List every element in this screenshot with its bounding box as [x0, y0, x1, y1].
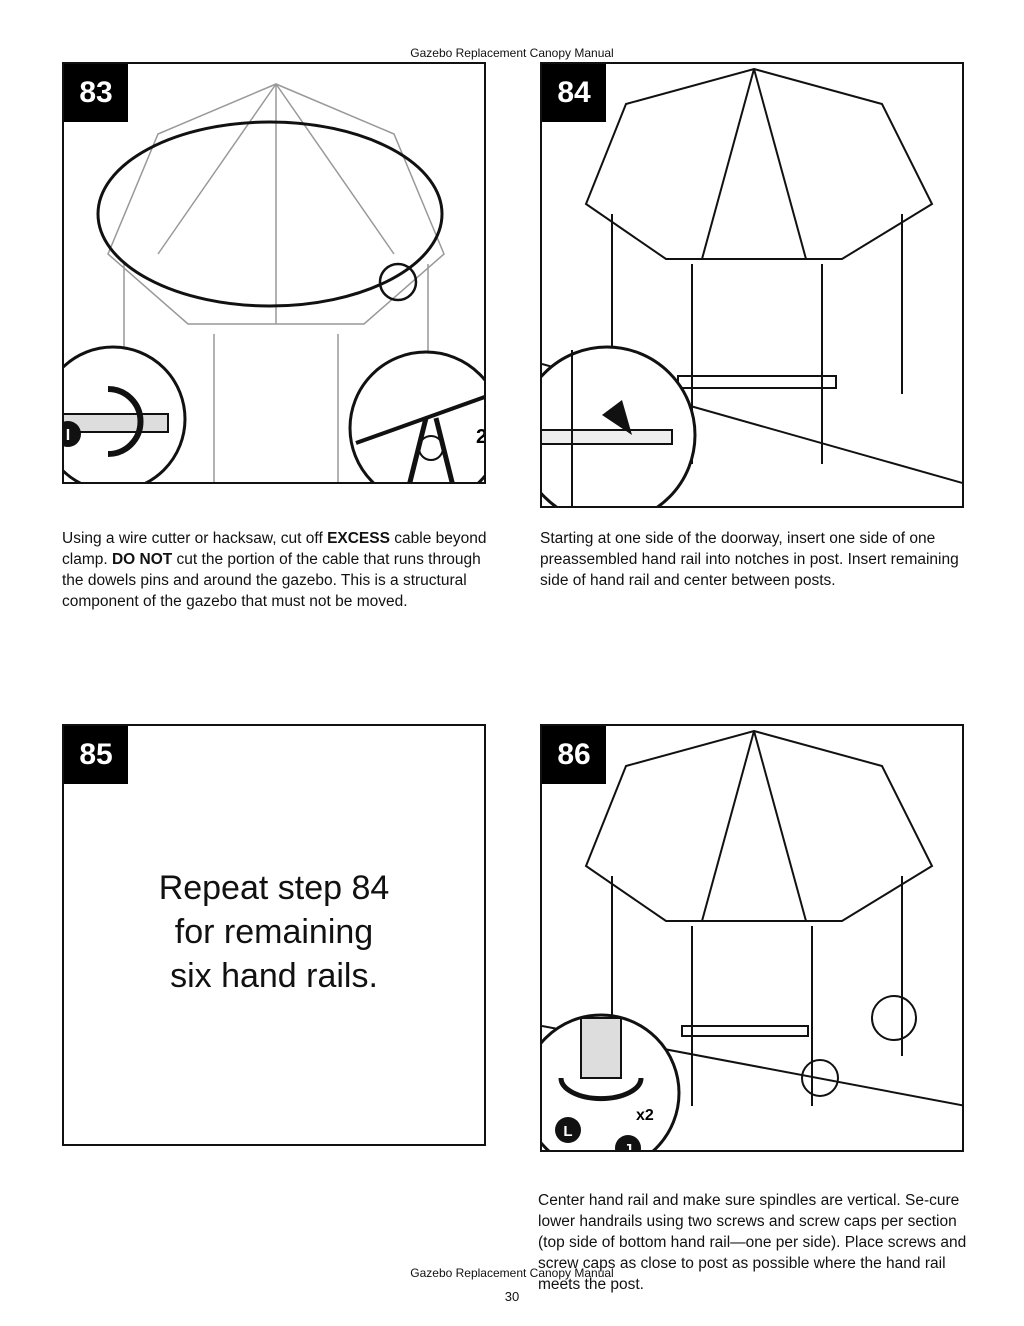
step-number-83: 83: [64, 64, 128, 122]
step-number-85: 85: [64, 726, 128, 784]
step-86-panel: [540, 724, 964, 1158]
step-85-panel: [62, 724, 486, 1146]
step-83-panel: [62, 62, 486, 484]
callout-j: J: [623, 1141, 633, 1158]
step-86-text: Center hand rail and make sure spindles are vertical. Se-cure lower handrails using two screws and screw caps per section (top side of bottom hand rail—one per side). Place screws and screw caps as close to post as possible where the hand rail meets the post.: [538, 1192, 967, 1293]
step-84-panel: [540, 62, 964, 508]
page-footer-title: Gazebo Replacement Canopy Manual: [410, 1266, 614, 1280]
repeat-instruction: Repeat step 84 for remaining six hand rails.: [158, 869, 390, 995]
wire-cutter-detail-inset: [346, 348, 486, 484]
page-number: 30: [504, 1289, 520, 1304]
callout-i: I: [65, 427, 71, 444]
callout-2: 2: [476, 426, 488, 448]
step-84-text: Starting at one side of the doorway, insert one side of one preassembled hand rail into notches in post. Insert remaining side of hand rail and center between posts.: [540, 530, 959, 589]
post-notch-detail-inset: [540, 340, 702, 508]
step-number-84: 84: [542, 64, 606, 122]
drill-detail-inset: [540, 1008, 686, 1158]
callout-x2: x2: [636, 1107, 654, 1124]
page-header: Gazebo Replacement Canopy Manual: [410, 46, 614, 60]
step-83-text: Using a wire cutter or hacksaw, cut off EXCESS cable beyond clamp. DO NOT cut the portion of the cable that runs through the dowels pins and around the gazebo. This is a structural component of the gazebo that must not be moved.: [62, 530, 487, 610]
turnbuckle-detail-inset: [62, 344, 188, 484]
step-number-86: 86: [542, 726, 606, 784]
callout-l: L: [563, 1123, 573, 1140]
